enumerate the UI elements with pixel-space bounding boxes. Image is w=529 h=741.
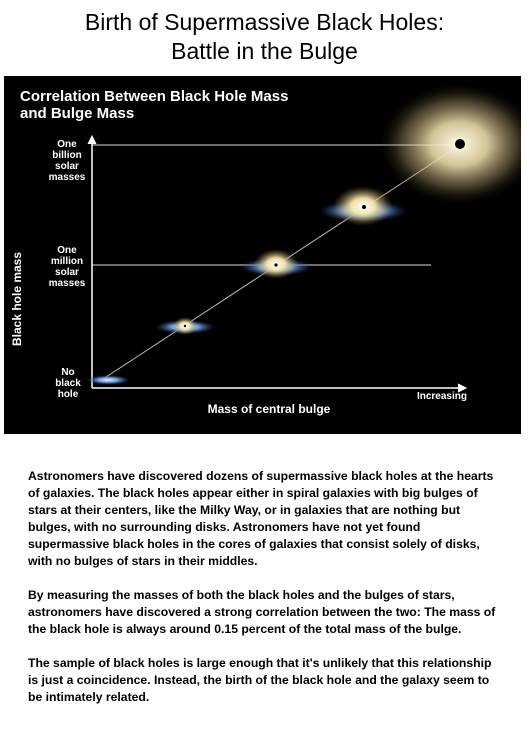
label-no-black-hole-line-2: black [55,378,81,389]
figure-title [20,88,350,122]
label-one-million-line-4: masses [48,278,86,289]
page-title-line-1: Birth of Supermassive Black Holes: [84,9,445,35]
galaxy-giant-elliptical [377,82,521,206]
x-axis-end-label: Increasing [416,391,467,402]
label-one-million-line-2: million [50,256,84,267]
label-one-million [40,245,94,289]
label-one-billion-line-4: masses [48,172,86,183]
correlation-figure [4,76,521,434]
page-title-line-2: Battle in the Bulge [171,38,358,64]
label-one-billion-line-3: solar [55,161,79,172]
label-no-black-hole [48,367,88,400]
label-no-black-hole-line-1: No [61,367,75,378]
galaxy-medium-bulge [240,249,312,279]
paragraph-3: The sample of black holes is large enough that it's unlikely that this relationship is just a coincidence. Instead, the birth of the black hole and the galaxy seem to be intimately related. [28,656,492,704]
body-text [28,468,504,723]
galaxy-small-bulge [155,317,215,335]
paragraph-2: By measuring the masses of both the black holes and the bulges of stars, astronomers have discovered a strong correlation between the two: The mass of the black hole is always around 0.15 percent of the total mass of the bulge. [28,588,496,636]
label-one-million-line-3: solar [55,267,79,278]
label-one-billion-line-2: billion [52,150,82,161]
y-axis-label: Black hole mass [10,251,24,347]
page-title [0,8,529,66]
label-one-billion-line-1: One [57,139,77,150]
paragraph-1: Astronomers have discovered dozens of supermassive black holes at the hearts of galaxies. The black holes appear either in spiral galaxies with big bulges of stars at their centers, like the Milky Way, or in galaxies that are nothing but bulges, with no surrounding disks. Astronomers have not yet found supermassive black holes in the cores of galaxies that consist solely of disks, with no bulges of stars in their middles. [28,469,494,568]
label-no-black-hole-line-3: hole [57,389,79,400]
figure-title-line-1: Correlation Between Black Hole Mass [20,88,289,105]
galaxy-no-bulge [86,375,130,385]
label-one-billion [40,139,94,183]
figure-title-line-2: and Bulge Mass [20,105,135,122]
galaxy-large-bulge [319,186,407,226]
x-axis-label: Mass of central bulge [207,402,331,416]
label-one-million-line-1: One [57,245,77,256]
